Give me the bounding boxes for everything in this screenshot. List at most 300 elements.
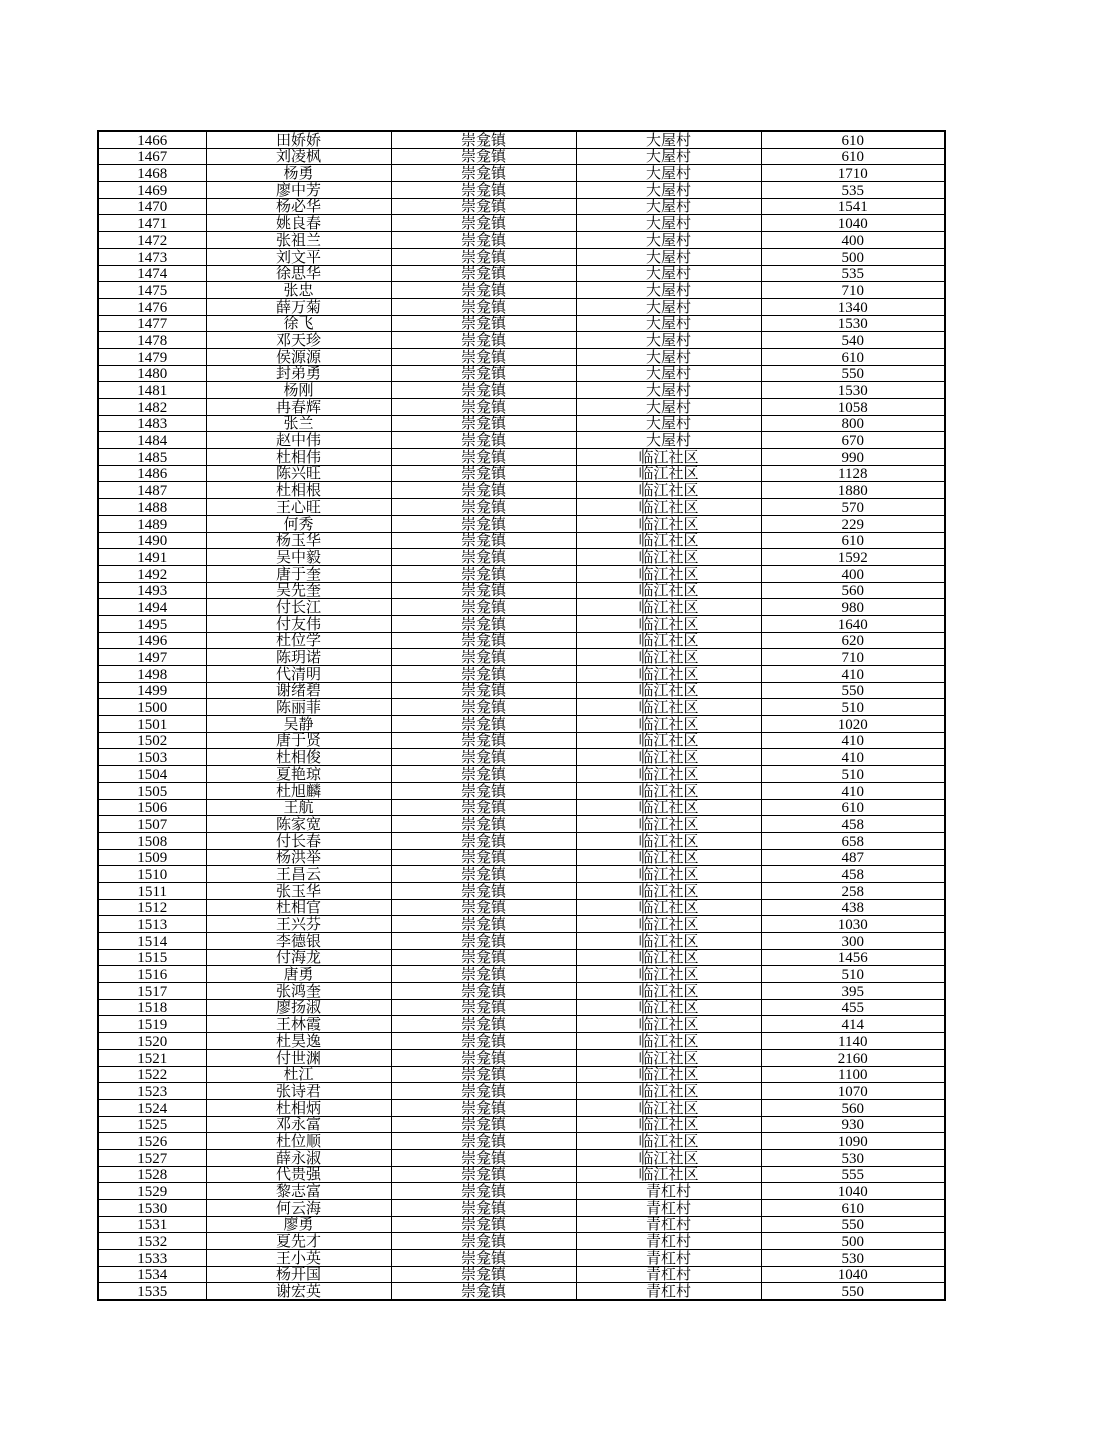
table-row (98, 766, 945, 783)
village-cell: 临江社区 (576, 666, 761, 683)
village-cell: 临江社区 (576, 615, 761, 632)
village-cell: 临江社区 (576, 916, 761, 933)
amount-cell: 1592 (761, 549, 945, 566)
row-number-cell: 1486 (98, 465, 206, 482)
row-number-cell: 1466 (98, 131, 206, 148)
name-cell: 杜江 (206, 1066, 391, 1083)
table-row (98, 1116, 945, 1133)
amount-cell: 670 (761, 432, 945, 449)
table-row (98, 1233, 945, 1250)
village-cell: 大屋村 (576, 365, 761, 382)
name-cell: 王昌云 (206, 866, 391, 883)
name-cell: 吴静 (206, 716, 391, 733)
row-number-cell: 1487 (98, 482, 206, 499)
row-number-cell: 1506 (98, 799, 206, 816)
village-cell: 大屋村 (576, 332, 761, 349)
town-cell: 崇龛镇 (391, 866, 576, 883)
table-row (98, 515, 945, 532)
amount-cell: 610 (761, 532, 945, 549)
name-cell: 唐勇 (206, 966, 391, 983)
table-row (98, 1049, 945, 1066)
name-cell: 薛永淑 (206, 1149, 391, 1166)
amount-cell: 1100 (761, 1066, 945, 1083)
amount-cell: 1040 (761, 1266, 945, 1283)
amount-cell: 229 (761, 515, 945, 532)
amount-cell: 410 (761, 732, 945, 749)
amount-cell: 610 (761, 1200, 945, 1217)
row-number-cell: 1471 (98, 215, 206, 232)
table-row (98, 899, 945, 916)
amount-cell: 258 (761, 882, 945, 899)
village-cell: 临江社区 (576, 699, 761, 716)
name-cell: 谢绪碧 (206, 682, 391, 699)
table-row (98, 582, 945, 599)
name-cell: 杨洪举 (206, 849, 391, 866)
table-row (98, 849, 945, 866)
town-cell: 崇龛镇 (391, 933, 576, 950)
village-cell: 临江社区 (576, 1149, 761, 1166)
village-cell: 临江社区 (576, 866, 761, 883)
row-number-cell: 1526 (98, 1133, 206, 1150)
town-cell: 崇龛镇 (391, 766, 576, 783)
town-cell: 崇龛镇 (391, 432, 576, 449)
amount-cell: 800 (761, 415, 945, 432)
table-row (98, 1066, 945, 1083)
name-cell: 赵中伟 (206, 432, 391, 449)
amount-cell: 300 (761, 933, 945, 950)
table-row (98, 282, 945, 299)
row-number-cell: 1475 (98, 282, 206, 299)
name-cell: 邓天珍 (206, 332, 391, 349)
name-cell: 陈丽菲 (206, 699, 391, 716)
name-cell: 杜位顺 (206, 1133, 391, 1150)
table-row (98, 749, 945, 766)
row-number-cell: 1491 (98, 549, 206, 566)
row-number-cell: 1483 (98, 415, 206, 432)
table-row (98, 983, 945, 1000)
row-number-cell: 1496 (98, 632, 206, 649)
town-cell: 崇龛镇 (391, 816, 576, 833)
town-cell: 崇龛镇 (391, 649, 576, 666)
village-cell: 大屋村 (576, 248, 761, 265)
name-cell: 唐于贤 (206, 732, 391, 749)
name-cell: 张祖兰 (206, 232, 391, 249)
table-row (98, 1033, 945, 1050)
town-cell: 崇龛镇 (391, 165, 576, 182)
town-cell: 崇龛镇 (391, 565, 576, 582)
town-cell: 崇龛镇 (391, 532, 576, 549)
village-cell: 大屋村 (576, 148, 761, 165)
amount-cell: 555 (761, 1166, 945, 1183)
table-row (98, 866, 945, 883)
name-cell: 代清明 (206, 666, 391, 683)
village-cell: 临江社区 (576, 1016, 761, 1033)
amount-cell: 620 (761, 632, 945, 649)
town-cell: 崇龛镇 (391, 232, 576, 249)
village-cell: 临江社区 (576, 1083, 761, 1100)
row-number-cell: 1500 (98, 699, 206, 716)
name-cell: 王航 (206, 799, 391, 816)
table-row (98, 182, 945, 199)
table-row (98, 732, 945, 749)
name-cell: 杜相根 (206, 482, 391, 499)
amount-cell: 1040 (761, 215, 945, 232)
name-cell: 杨必华 (206, 198, 391, 215)
village-cell: 大屋村 (576, 415, 761, 432)
table-row (98, 1133, 945, 1150)
row-number-cell: 1505 (98, 782, 206, 799)
village-cell: 临江社区 (576, 999, 761, 1016)
village-cell: 临江社区 (576, 1116, 761, 1133)
row-number-cell: 1467 (98, 148, 206, 165)
village-cell: 临江社区 (576, 1049, 761, 1066)
table-row (98, 799, 945, 816)
row-number-cell: 1535 (98, 1283, 206, 1300)
table-row (98, 632, 945, 649)
town-cell: 崇龛镇 (391, 499, 576, 516)
amount-cell: 1140 (761, 1033, 945, 1050)
town-cell: 崇龛镇 (391, 415, 576, 432)
town-cell: 崇龛镇 (391, 382, 576, 399)
table-row (98, 365, 945, 382)
name-cell: 张鸿奎 (206, 983, 391, 1000)
village-cell: 临江社区 (576, 849, 761, 866)
town-cell: 崇龛镇 (391, 983, 576, 1000)
table-row (98, 232, 945, 249)
amount-cell: 1710 (761, 165, 945, 182)
amount-cell: 414 (761, 1016, 945, 1033)
village-cell: 青杠村 (576, 1216, 761, 1233)
town-cell: 崇龛镇 (391, 682, 576, 699)
table-row (98, 1099, 945, 1116)
amount-cell: 560 (761, 582, 945, 599)
amount-cell: 510 (761, 966, 945, 983)
town-cell: 崇龛镇 (391, 365, 576, 382)
name-cell: 王林霞 (206, 1016, 391, 1033)
row-number-cell: 1497 (98, 649, 206, 666)
table-row (98, 215, 945, 232)
row-number-cell: 1490 (98, 532, 206, 549)
table-row (98, 165, 945, 182)
row-number-cell: 1469 (98, 182, 206, 199)
row-number-cell: 1532 (98, 1233, 206, 1250)
name-cell: 唐于奎 (206, 565, 391, 582)
table-row (98, 1149, 945, 1166)
row-number-cell: 1476 (98, 298, 206, 315)
amount-cell: 1030 (761, 916, 945, 933)
row-number-cell: 1479 (98, 348, 206, 365)
amount-cell: 550 (761, 1283, 945, 1300)
table-row (98, 816, 945, 833)
town-cell: 崇龛镇 (391, 449, 576, 466)
data-table (97, 130, 946, 1301)
row-number-cell: 1522 (98, 1066, 206, 1083)
town-cell: 崇龛镇 (391, 1149, 576, 1166)
amount-cell: 1530 (761, 382, 945, 399)
village-cell: 临江社区 (576, 966, 761, 983)
row-number-cell: 1517 (98, 983, 206, 1000)
village-cell: 临江社区 (576, 832, 761, 849)
amount-cell: 400 (761, 232, 945, 249)
village-cell: 临江社区 (576, 549, 761, 566)
name-cell: 何云海 (206, 1200, 391, 1217)
village-cell: 临江社区 (576, 749, 761, 766)
name-cell: 侯源源 (206, 348, 391, 365)
village-cell: 临江社区 (576, 732, 761, 749)
name-cell: 廖扬淑 (206, 999, 391, 1016)
amount-cell: 710 (761, 649, 945, 666)
row-number-cell: 1503 (98, 749, 206, 766)
village-cell: 临江社区 (576, 782, 761, 799)
name-cell: 张忠 (206, 282, 391, 299)
table-row (98, 565, 945, 582)
amount-cell: 458 (761, 816, 945, 833)
name-cell: 王兴芬 (206, 916, 391, 933)
town-cell: 崇龛镇 (391, 1183, 576, 1200)
row-number-cell: 1492 (98, 565, 206, 582)
table-row (98, 315, 945, 332)
table-row (98, 382, 945, 399)
amount-cell: 1020 (761, 716, 945, 733)
amount-cell: 1040 (761, 1183, 945, 1200)
row-number-cell: 1494 (98, 599, 206, 616)
table-row (98, 666, 945, 683)
name-cell: 黎志富 (206, 1183, 391, 1200)
table-row (98, 532, 945, 549)
table-row (98, 399, 945, 416)
row-number-cell: 1525 (98, 1116, 206, 1133)
row-number-cell: 1484 (98, 432, 206, 449)
table-row (98, 1183, 945, 1200)
table-row (98, 999, 945, 1016)
name-cell: 冉春辉 (206, 399, 391, 416)
table-row (98, 549, 945, 566)
town-cell: 崇龛镇 (391, 799, 576, 816)
table-row (98, 933, 945, 950)
name-cell: 杜昊逸 (206, 1033, 391, 1050)
town-cell: 崇龛镇 (391, 599, 576, 616)
table-row (98, 615, 945, 632)
row-number-cell: 1533 (98, 1250, 206, 1267)
table-row (98, 332, 945, 349)
amount-cell: 1340 (761, 298, 945, 315)
row-number-cell: 1507 (98, 816, 206, 833)
village-cell: 临江社区 (576, 649, 761, 666)
town-cell: 崇龛镇 (391, 832, 576, 849)
village-cell: 大屋村 (576, 165, 761, 182)
amount-cell: 535 (761, 265, 945, 282)
row-number-cell: 1482 (98, 399, 206, 416)
name-cell: 杨刚 (206, 382, 391, 399)
town-cell: 崇龛镇 (391, 699, 576, 716)
name-cell: 付友伟 (206, 615, 391, 632)
village-cell: 临江社区 (576, 482, 761, 499)
village-cell: 大屋村 (576, 215, 761, 232)
amount-cell: 530 (761, 1250, 945, 1267)
table-row (98, 415, 945, 432)
table-row (98, 882, 945, 899)
name-cell: 刘文平 (206, 248, 391, 265)
amount-cell: 1541 (761, 198, 945, 215)
name-cell: 徐思华 (206, 265, 391, 282)
town-cell: 崇龛镇 (391, 749, 576, 766)
row-number-cell: 1529 (98, 1183, 206, 1200)
row-number-cell: 1516 (98, 966, 206, 983)
name-cell: 邓永富 (206, 1116, 391, 1133)
table-row (98, 949, 945, 966)
village-cell: 临江社区 (576, 582, 761, 599)
town-cell: 崇龛镇 (391, 1266, 576, 1283)
table-row (98, 916, 945, 933)
name-cell: 陈家宽 (206, 816, 391, 833)
row-number-cell: 1472 (98, 232, 206, 249)
name-cell: 杜相伟 (206, 449, 391, 466)
amount-cell: 458 (761, 866, 945, 883)
table-row (98, 599, 945, 616)
row-number-cell: 1519 (98, 1016, 206, 1033)
amount-cell: 410 (761, 666, 945, 683)
town-cell: 崇龛镇 (391, 1116, 576, 1133)
table-row (98, 449, 945, 466)
table-row (98, 1166, 945, 1183)
amount-cell: 1456 (761, 949, 945, 966)
town-cell: 崇龛镇 (391, 182, 576, 199)
name-cell: 谢宏英 (206, 1283, 391, 1300)
village-cell: 大屋村 (576, 265, 761, 282)
town-cell: 崇龛镇 (391, 1283, 576, 1300)
table-row (98, 682, 945, 699)
table-row (98, 699, 945, 716)
row-number-cell: 1468 (98, 165, 206, 182)
amount-cell: 980 (761, 599, 945, 616)
town-cell: 崇龛镇 (391, 1166, 576, 1183)
amount-cell: 658 (761, 832, 945, 849)
amount-cell: 550 (761, 365, 945, 382)
name-cell: 王心旺 (206, 499, 391, 516)
name-cell: 代贵强 (206, 1166, 391, 1183)
name-cell: 夏先才 (206, 1233, 391, 1250)
village-cell: 大屋村 (576, 298, 761, 315)
village-cell: 临江社区 (576, 716, 761, 733)
town-cell: 崇龛镇 (391, 549, 576, 566)
table-row (98, 1200, 945, 1217)
name-cell: 杨开国 (206, 1266, 391, 1283)
name-cell: 张玉华 (206, 882, 391, 899)
town-cell: 崇龛镇 (391, 1066, 576, 1083)
amount-cell: 510 (761, 766, 945, 783)
town-cell: 崇龛镇 (391, 1133, 576, 1150)
village-cell: 大屋村 (576, 131, 761, 148)
town-cell: 崇龛镇 (391, 332, 576, 349)
village-cell: 青杠村 (576, 1266, 761, 1283)
row-number-cell: 1504 (98, 766, 206, 783)
name-cell: 付长江 (206, 599, 391, 616)
village-cell: 临江社区 (576, 949, 761, 966)
town-cell: 崇龛镇 (391, 999, 576, 1016)
village-cell: 临江社区 (576, 599, 761, 616)
town-cell: 崇龛镇 (391, 399, 576, 416)
name-cell: 吴中毅 (206, 549, 391, 566)
town-cell: 崇龛镇 (391, 716, 576, 733)
table-row (98, 131, 945, 148)
town-cell: 崇龛镇 (391, 315, 576, 332)
amount-cell: 570 (761, 499, 945, 516)
village-cell: 青杠村 (576, 1183, 761, 1200)
town-cell: 崇龛镇 (391, 949, 576, 966)
row-number-cell: 1499 (98, 682, 206, 699)
row-number-cell: 1511 (98, 882, 206, 899)
town-cell: 崇龛镇 (391, 582, 576, 599)
village-cell: 临江社区 (576, 565, 761, 582)
row-number-cell: 1481 (98, 382, 206, 399)
table-row (98, 1216, 945, 1233)
row-number-cell: 1530 (98, 1200, 206, 1217)
row-number-cell: 1527 (98, 1149, 206, 1166)
row-number-cell: 1480 (98, 365, 206, 382)
table-row (98, 716, 945, 733)
town-cell: 崇龛镇 (391, 1016, 576, 1033)
table-row (98, 832, 945, 849)
name-cell: 杜相炳 (206, 1099, 391, 1116)
table-row (98, 499, 945, 516)
village-cell: 大屋村 (576, 282, 761, 299)
town-cell: 崇龛镇 (391, 1233, 576, 1250)
table-row (98, 1283, 945, 1300)
village-cell: 大屋村 (576, 315, 761, 332)
village-cell: 临江社区 (576, 1133, 761, 1150)
table-row (98, 649, 945, 666)
name-cell: 杜旭麟 (206, 782, 391, 799)
town-cell: 崇龛镇 (391, 1049, 576, 1066)
town-cell: 崇龛镇 (391, 1099, 576, 1116)
amount-cell: 550 (761, 682, 945, 699)
amount-cell: 1880 (761, 482, 945, 499)
name-cell: 张兰 (206, 415, 391, 432)
town-cell: 崇龛镇 (391, 131, 576, 148)
name-cell: 封弟勇 (206, 365, 391, 382)
row-number-cell: 1518 (98, 999, 206, 1016)
row-number-cell: 1534 (98, 1266, 206, 1283)
table-row (98, 1250, 945, 1267)
row-number-cell: 1528 (98, 1166, 206, 1183)
amount-cell: 530 (761, 1149, 945, 1166)
table-row (98, 198, 945, 215)
town-cell: 崇龛镇 (391, 1083, 576, 1100)
town-cell: 崇龛镇 (391, 849, 576, 866)
row-number-cell: 1485 (98, 449, 206, 466)
name-cell: 杜相官 (206, 899, 391, 916)
name-cell: 廖勇 (206, 1216, 391, 1233)
amount-cell: 1128 (761, 465, 945, 482)
amount-cell: 990 (761, 449, 945, 466)
table-row (98, 248, 945, 265)
row-number-cell: 1489 (98, 515, 206, 532)
name-cell: 付世渊 (206, 1049, 391, 1066)
name-cell: 夏艳琼 (206, 766, 391, 783)
name-cell: 杜位学 (206, 632, 391, 649)
row-number-cell: 1501 (98, 716, 206, 733)
name-cell: 杨玉华 (206, 532, 391, 549)
table-row (98, 1266, 945, 1283)
town-cell: 崇龛镇 (391, 632, 576, 649)
row-number-cell: 1488 (98, 499, 206, 516)
amount-cell: 410 (761, 749, 945, 766)
row-number-cell: 1520 (98, 1033, 206, 1050)
village-cell: 临江社区 (576, 1033, 761, 1050)
amount-cell: 560 (761, 1099, 945, 1116)
town-cell: 崇龛镇 (391, 348, 576, 365)
name-cell: 徐飞 (206, 315, 391, 332)
